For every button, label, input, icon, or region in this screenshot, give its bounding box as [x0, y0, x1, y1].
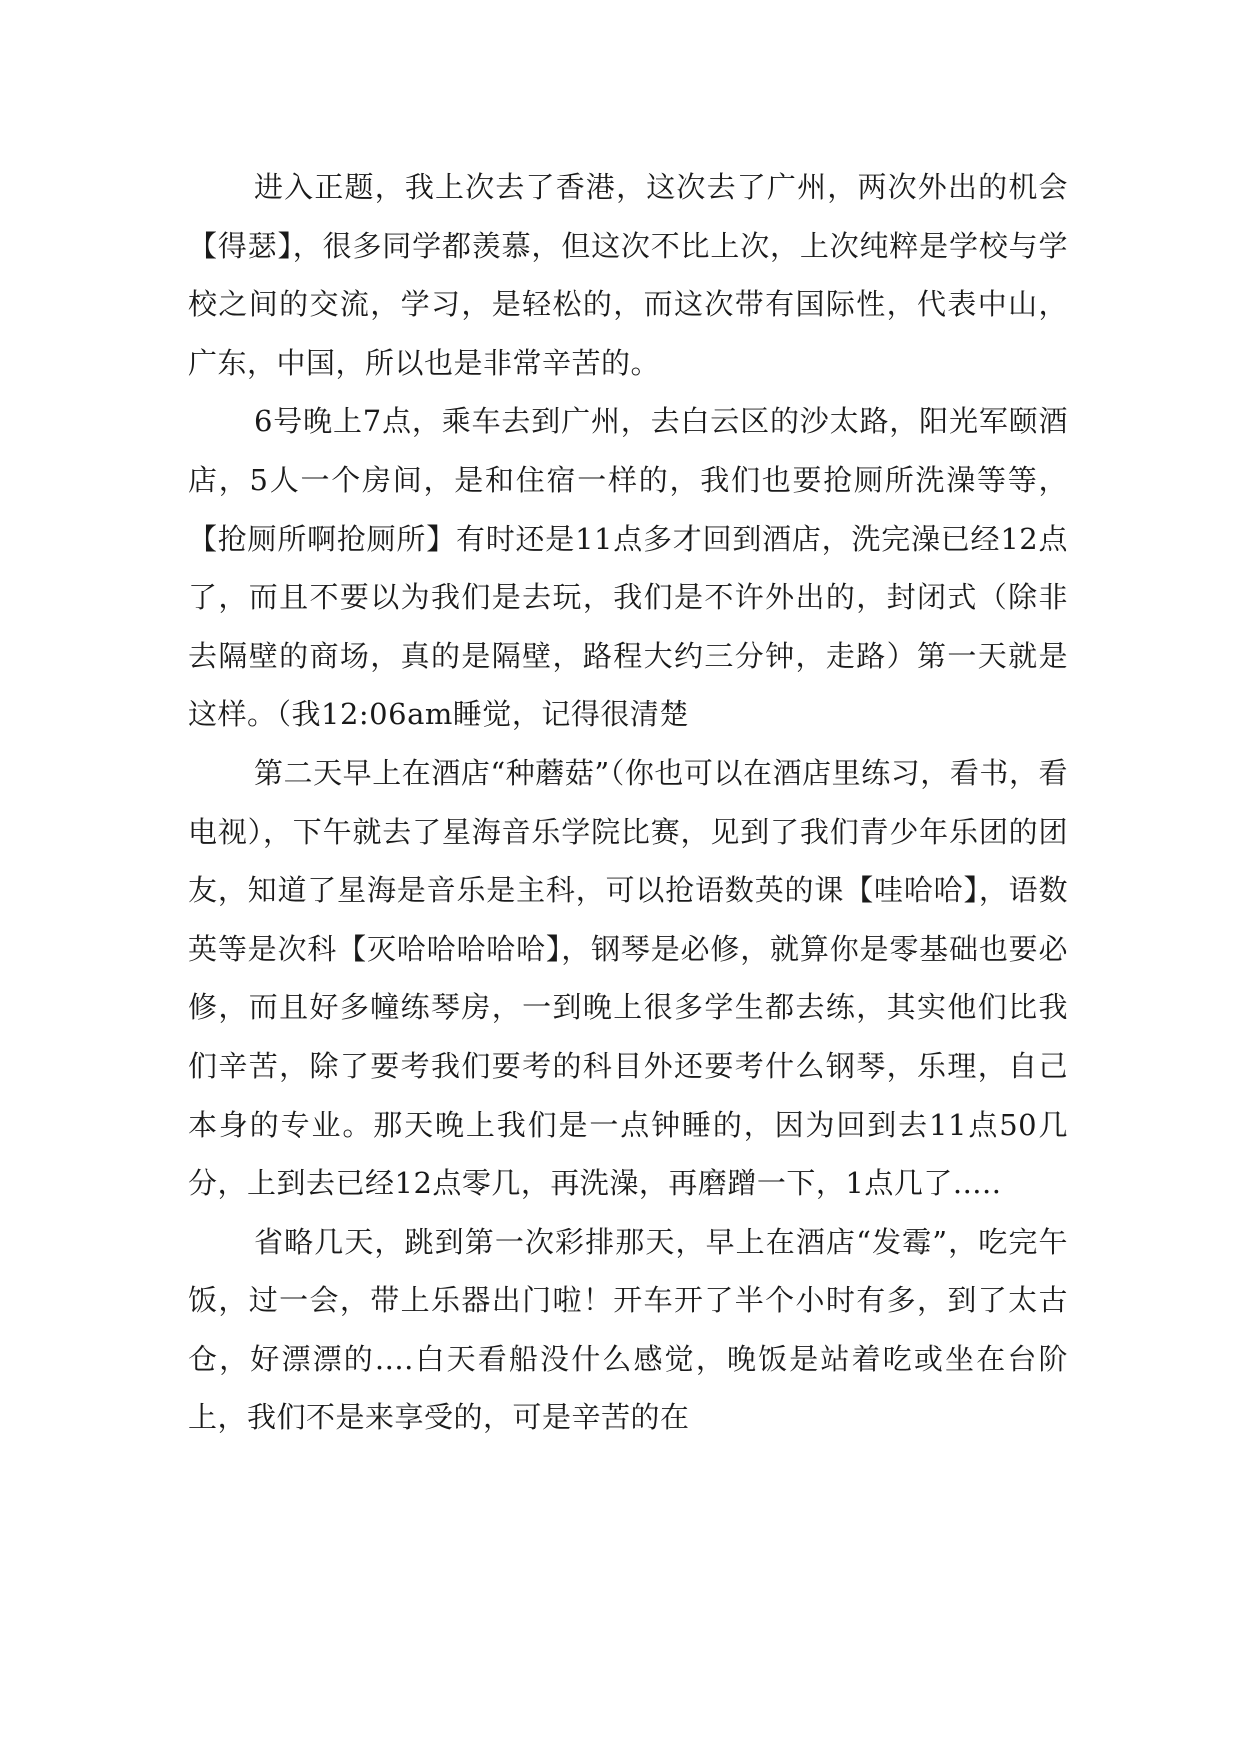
- document-body: [188, 158, 1068, 1447]
- paragraph-4: 省略几天，跳到第一次彩排那天，早上在酒店“发霉”，吃完午饭，过一会，带上乐器出门啦！开车开了半个小时有多，到了太古仓，好漂漂的....白天看船没什么感觉，晚饭是站着吃或坐在台阶上，我们不是来享受的，可是辛苦的在: [188, 1224, 1068, 1435]
- paragraph-1: 进入正题，我上次去了香港，这次去了广州，两次外出的机会【得瑟】，很多同学都羡慕，但这次不比上次，上次纯粹是学校与学校之间的交流，学习，是轻松的，而这次带有国际性，代表中山，广东，中国，所以也是非常辛苦的。: [188, 170, 1068, 380]
- paragraph-3: 第二天早上在酒店“种蘑菇”（你也可以在酒店里练习，看书，看电视），下午就去了星海音乐学院比赛，见到了我们青少年乐团的团友，知道了星海是音乐是主科，可以抢语数英的课【哇哈哈】，语数英等是次科【灭哈哈哈哈哈】，钢琴是必修，就算你是零基础也要必修，而且好多幢练琴房，一到晚上很多学生都去练，其实他们比我们辛苦，除了要考我们要考的科目外还要考什么钢琴，乐理，自己本身的专业。那天晚上我们是一点钟睡的，因为回到去11点50几分，上到去已经12点零几，再洗澡，再磨蹭一下，1点几了.....: [188, 755, 1068, 1201]
- paragraph-2: 6号晚上7点，乘车去到广州，去白云区的沙太路，阳光军颐酒店，5人一个房间，是和住宿一样的，我们也要抢厕所洗澡等等，【抢厕所啊抢厕所】有时还是11点多才回到酒店，洗完澡已经12点了，而且不要以为我们是去玩，我们是不许外出的，封闭式（除非去隔壁的商场，真的是隔壁，路程大约三分钟，走路）第一天就是这样。（我12:06am睡觉，记得很清楚: [188, 404, 1068, 732]
